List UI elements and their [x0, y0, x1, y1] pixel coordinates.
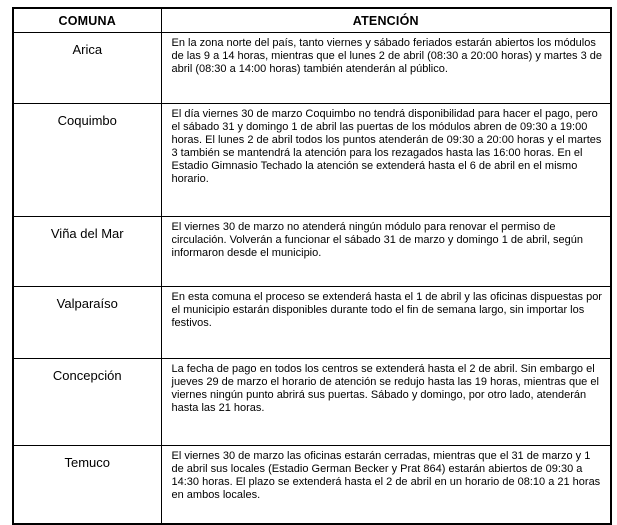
- table-row-vina-del-mar: [13, 217, 611, 287]
- table-row-valparaiso: [13, 287, 611, 359]
- table-row-coquimbo: [13, 104, 611, 217]
- comuna-cell: Concepción: [13, 359, 161, 446]
- atencion-cell: El día viernes 30 de marzo Coquimbo no tendrá disponibilidad para hacer el pago, pero el sábado 31 y domingo 1 de abril las puertas de los módulos abren de 09:30 a 19:00 horas. El lunes 2 de abril todos los puntos atenderán de 09:30 a 20:00 horas y el martes 3 también se mantendrá la atención para los rezagados hasta las 16:00 horas. En el Estadio Gimnasio Techado la atención se extenderá hasta el 6 de abril en el mismo horario.: [161, 104, 611, 217]
- header-comuna: COMUNA: [13, 8, 161, 33]
- comuna-cell: Arica: [13, 33, 161, 104]
- atencion-cell: El viernes 30 de marzo las oficinas estarán cerradas, mientras que el 31 de marzo y 1 de abril sus locales (Estadio German Becker y Prat 864) estarán abiertos de 09:30 a 14:30 horas. El plazo se extenderá hasta el 2 de abril en un horario de 08:10 a 21 horas en ambos locales.: [161, 446, 611, 525]
- table-row-concepcion: [13, 359, 611, 446]
- comuna-cell: Viña del Mar: [13, 217, 161, 287]
- comuna-cell: Valparaíso: [13, 287, 161, 359]
- header-row: [13, 8, 611, 33]
- table-row-temuco: [13, 446, 611, 525]
- table-row-arica: [13, 33, 611, 104]
- atencion-cell: En la zona norte del país, tanto viernes y sábado feriados estarán abiertos los módulos de las 9 a 14 horas, mientras que el lunes 2 de abril (08:30 a 20:00 horas) y martes 3 de abril (08:30 a 14:00 horas) también atenderán al público.: [161, 33, 611, 104]
- comuna-cell: Coquimbo: [13, 104, 161, 217]
- atencion-cell: La fecha de pago en todos los centros se extenderá hasta el 2 de abril. Sin embargo el jueves 29 de marzo el horario de atención se redujo hasta las 19 horas, mientras que el viernes ningún punto abrirá sus puertas. Sábado y domingo, por otro lado, atenderán hasta las 21 horas.: [161, 359, 611, 446]
- atencion-cell: El viernes 30 de marzo no atenderá ningún módulo para renovar el permiso de circulación. Volverán a funcionar el sábado 31 de marzo y domingo 1 de abril, según informaron desde el municipio.: [161, 217, 611, 287]
- comuna-cell: Temuco: [13, 446, 161, 525]
- atencion-cell: En esta comuna el proceso se extenderá hasta el 1 de abril y las oficinas dispuestas por el municipio estarán disponibles durante todo el fin de semana largo, sin importar los festivos.: [161, 287, 611, 359]
- comuna-atencion-table: [12, 7, 612, 525]
- header-atencion: ATENCIÓN: [161, 8, 611, 33]
